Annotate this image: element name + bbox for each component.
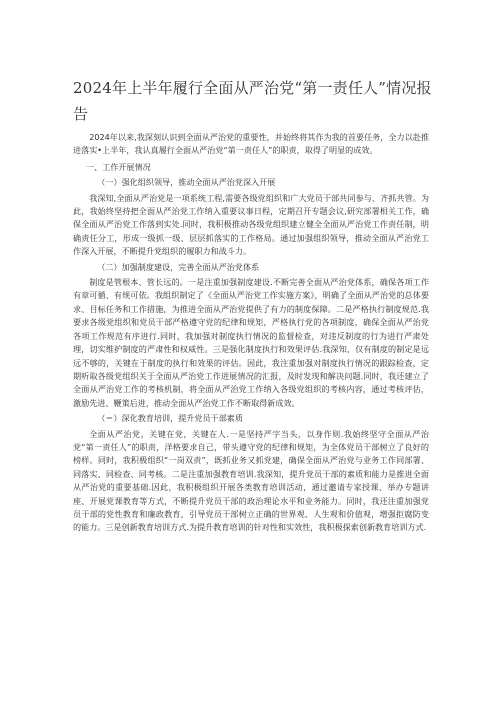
- section-heading: 一、工作开展情况: [85, 161, 151, 172]
- document-body: [73, 131, 429, 535]
- intro-paragraph: 2024年以来,我深刻认识到全面从严治党的重要性，并始终将其作为我的首要任务，全力以赴推进落实•上半年，我认真履行全面从严治党“第一责任人”的职责，取得了明显的成效。: [73, 132, 429, 156]
- subsection-heading: （二）加强制度建设，完善全面从严治党体系: [97, 261, 260, 272]
- paragraph: 制度是管根本、管长远的。一是注重加强制度建设.不断完善全面从严治党体系，确保各项工作有章可循、有规可依。我组织制定了《全面从严治党工作实施方案》，明确了全面从严治党的总体要求、目标任务和工作措施，为推进全面从严治党提供了有力的制度保障。二是严格执行制度规范.我要求各级党组织和党员干部严格遵守党的纪律和规矩，严格执行党的各项制度，确保全面从严治党各项工作规范有序进行.同时，我加强对制度执行情况的监督检查，对违反制度的行为进行严肃处理，切实维护制度的严肃性和权威性。三是强化制度执行和效果评估.我深知，仅有制度的制定是远远不够的，关键在于制度的执行和效果的评估。因此，我注重加强对制度执行情况的跟踪检查，定期听取各级党组织关于全面从严治党工作进展情况的汇报，及时发现和解决问题.同时，我还建立了全面从严治党工作的考核机制，将全面从严治党工作纳入各级党组织的考核内容，通过考核评估，激励先进、鞭策后进，推动全面从严治党工作不断取得新成效。: [73, 277, 429, 408]
- document-title: 2024年上半年履行全面从严治党“第一责任人”情况报告: [73, 79, 432, 123]
- paragraph: 我深知,全面从严治党是一项系统工程,需要各级党组织和广大党员干部共同参与、齐抓共管。为此，我始终坚持把全面从严治党工作纳入重要议事日程，定期召开专题会议,研究部署相关工作，确保全面从严治党工作落到实处.同时，我积极推动各级党组织建立健全全面从严治党工作责任制，明确责任分工，形成一级抓一级、层层抓落实的工作格局。通过加强组织领导，推动全面从严治党工作深入开展，不断提升党组织的履职力和战斗力。: [73, 192, 429, 257]
- subsection-heading: （一）强化组织领导，推动全面从严治党深入开展: [97, 177, 276, 188]
- subsection-heading: （＝）深化教育培训，提升党员干部素质: [97, 413, 243, 424]
- paragraph: 全面从严治党，关键在党，关键在人.一是坚持严字当头，以身作则.我始终坚守全面从严治党“第一责任人”的职责，洋格要求自己，带头遵守党的纪律和规矩，为全体党员干部树立了良好的榜样。同时，我积极组织“一岗双责”，既抓业务又抓党建，确保全面从严治党与业务工作同部署、同落实、同检查、同考核。二是注重加强教育培训.我深知，提升党员干部的素质和能力是推进全面从严治党的重要基础.因此，我积极组织开展各类教育培训活动，通过邀请专家授课、举办专题讲座、开展党课教育等方式，不断提升党员干部的政治理论水平和业务能力。同时，我还注重加强党员干部的党性教育和廉政教育，引导党员干部树立正确的世界观、人生观和价值观，增强拒腐防变的能力。三是创新教育培训方式.为提升教育培训的针对性和实效性，我积极探索创新教育培训方式.: [73, 428, 429, 533]
